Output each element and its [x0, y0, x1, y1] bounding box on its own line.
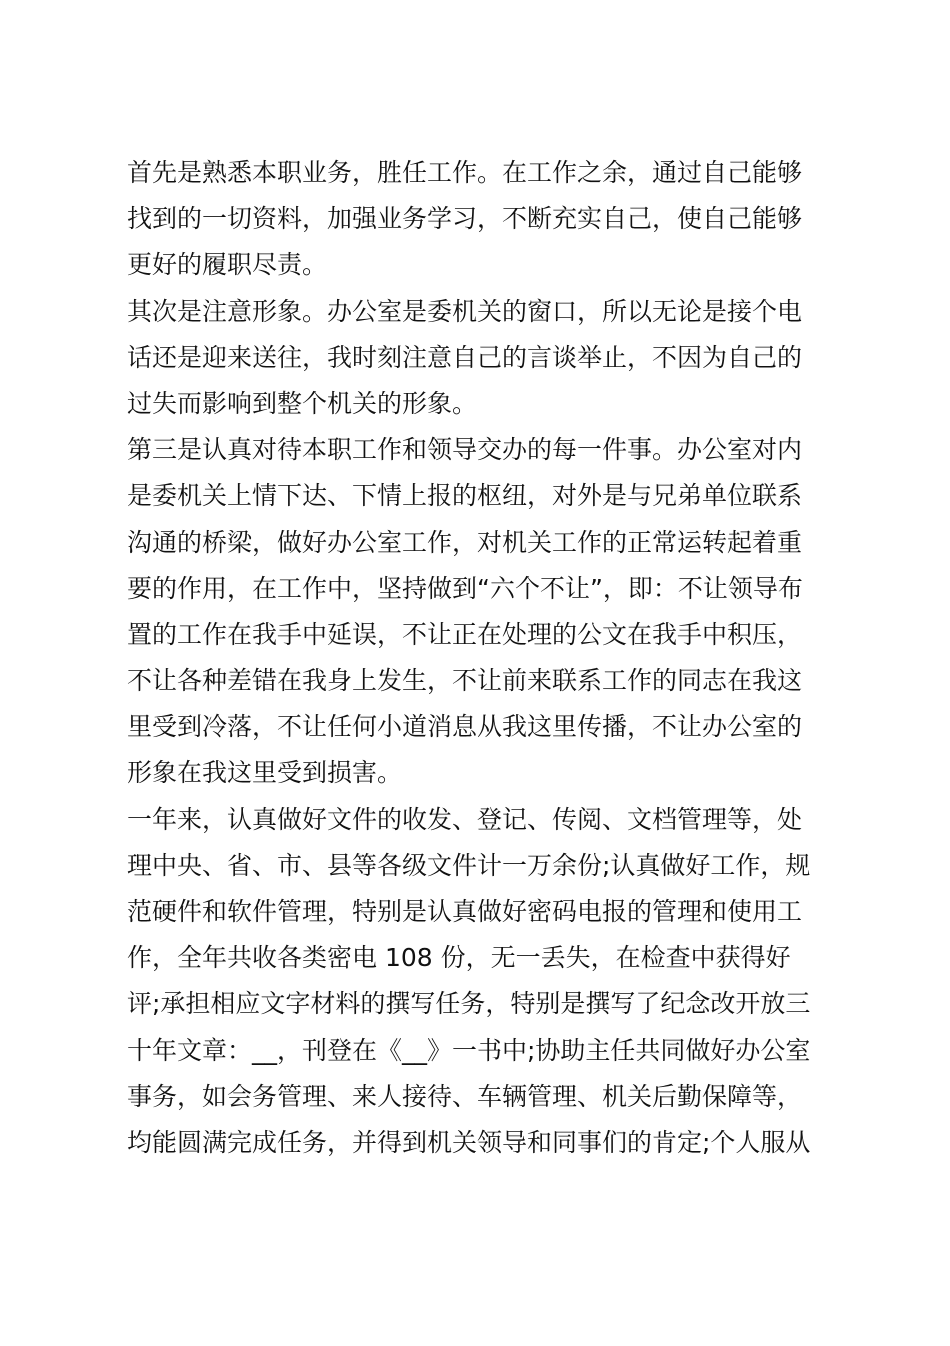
text-line: 第三是认真对待本职工作和领导交办的每一件事。办公室对内	[127, 435, 803, 465]
text-line: 找到的一切资料，加强业务学习，不断充实自己，使自己能够	[127, 204, 803, 234]
text-line: 首先是熟悉本职业务，胜任工作。在工作之余，通过自己能够	[127, 158, 803, 187]
text-line: 话还是迎来送往，我时刻注意自己的言谈举止，不因为自己的	[127, 342, 803, 372]
text-line: 评;承担相应文字材料的撰写任务，特别是撰写了纪念改开放三	[127, 989, 811, 1019]
text-line: 十年文章：__，刊登在《__》一书中;协助主任共同做好办公室	[127, 1035, 811, 1065]
text-line: 沟通的桥梁，做好办公室工作，对机关工作的正常运转起着重	[127, 527, 803, 557]
text-line: 其次是注意形象。办公室是委机关的窗口，所以无论是接个电	[127, 296, 803, 326]
text-line: 理中央、省、市、县等各级文件计一万余份;认真做好工作，规	[127, 850, 811, 880]
text-line: 形象在我这里受到损害。	[127, 758, 403, 788]
paragraph-2	[127, 289, 847, 428]
text-line: 事务，如会务管理、来人接待、车辆管理、机关后勤保障等，	[127, 1081, 803, 1111]
text-line: 均能圆满完成任务，并得到机关领导和同事们的肯定;个人服从	[127, 1127, 811, 1157]
text-line: 过失而影响到整个机关的形象。	[127, 388, 478, 418]
text-line: 不让各种差错在我身上发生，不让前来联系工作的同志在我这	[127, 666, 803, 696]
text-line: 置的工作在我手中延误，不让正在处理的公文在我手中积压，	[127, 619, 803, 649]
text-line: 更好的履职尽责。	[127, 250, 328, 280]
document-body	[127, 150, 847, 1166]
paragraph-4	[127, 797, 847, 1167]
paragraph-1	[127, 150, 847, 289]
text-line: 范硬件和软件管理，特别是认真做好密码电报的管理和使用工	[127, 897, 803, 926]
text-line: 要的作用，在工作中，坚持做到“六个不让”，即：不让领导布	[127, 573, 803, 603]
text-line: 是委机关上情下达、下情上报的枢纽，对外是与兄弟单位联系	[127, 481, 803, 511]
paragraph-3	[127, 427, 847, 797]
text-line: 里受到冷落，不让任何小道消息从我这里传播，不让办公室的	[127, 712, 803, 742]
text-line: 作，全年共收各类密电 108 份，无一丢失，在检查中获得好	[127, 943, 791, 973]
text-line: 一年来，认真做好文件的收发、登记、传阅、文档管理等，处	[127, 804, 803, 834]
